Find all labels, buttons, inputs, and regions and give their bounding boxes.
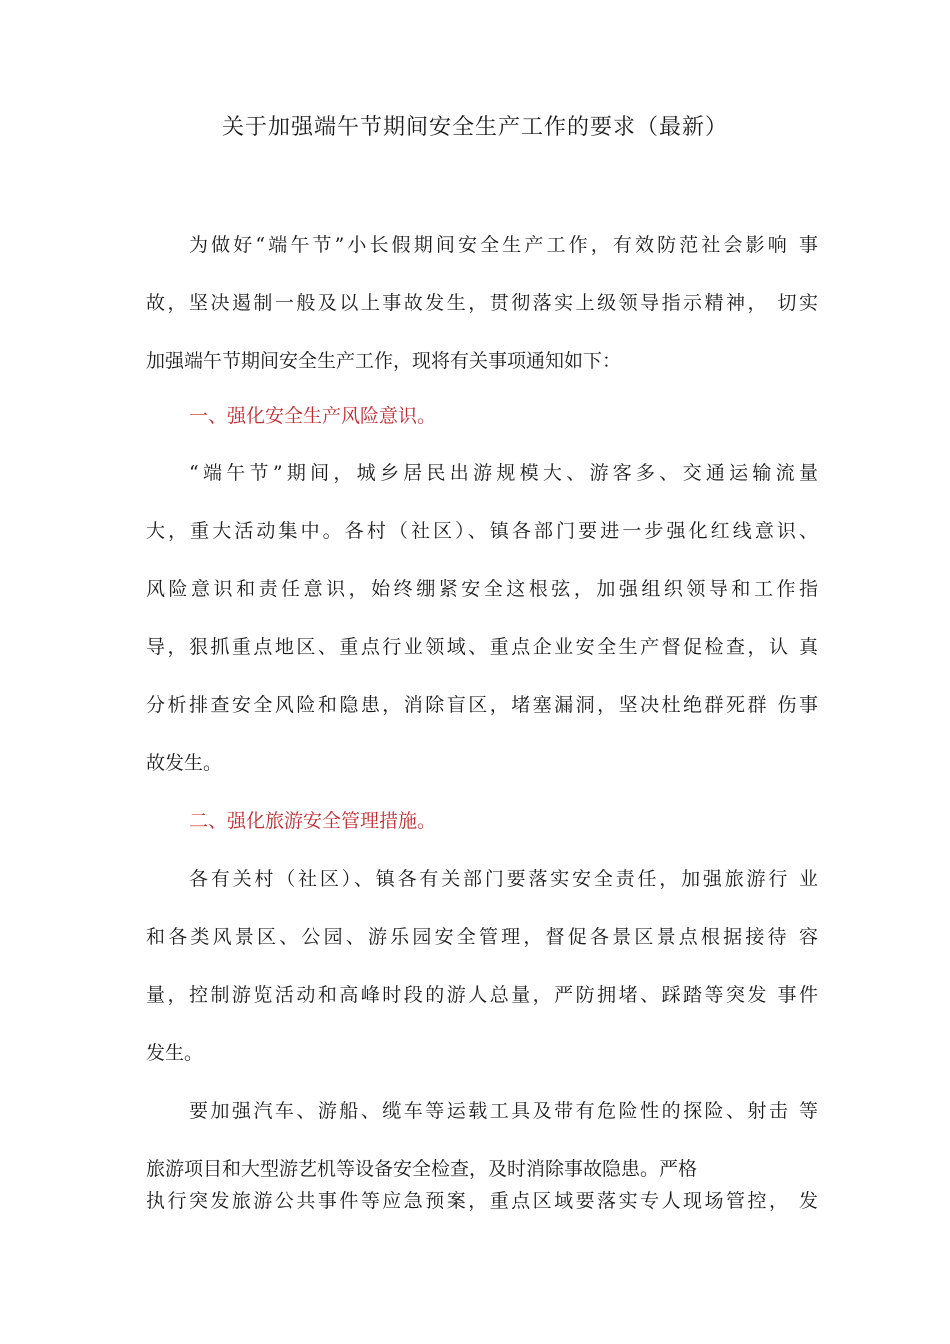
section-1-line-4: 导，狠抓重点地区、重点行业领域、重点企业安全生产督促检查，认 真 xyxy=(146,636,818,658)
section-1-line-3: 风险意识和责任意识，始终绷紧安全这根弦，加强组织领导和工作指 xyxy=(146,578,818,600)
section-2-para-1-line-1: 各有关村（社区）、镇各有关部门要落实安全责任，加强旅游行 业 xyxy=(189,868,818,890)
section-1-line-1: “端午节”期间，城乡居民出游规模大、游客多、交通运输流量 xyxy=(189,462,818,484)
section-2-para-1-line-3: 量，控制游览活动和高峰时段的游人总量，严防拥堵、踩踏等突发 事件 xyxy=(146,984,818,1006)
section-2-para-2-line-3: 执行突发旅游公共事件等应急预案，重点区域要落实专人现场管控， 发 xyxy=(146,1190,818,1212)
section-1-line-2: 大，重大活动集中。各村（社区）、镇各部门要进一步强化红线意识、 xyxy=(146,520,818,542)
section-1-line-6: 故发生。 xyxy=(146,752,223,774)
section-2-para-2-line-1: 要加强汽车、游船、缆车等运载工具及带有危险性的探险、射击 等 xyxy=(189,1100,818,1122)
intro-line-3: 加强端午节期间安全生产工作，现将有关事项通知如下： xyxy=(146,350,622,372)
section-2-para-1-line-4: 发生。 xyxy=(146,1042,204,1064)
section-1-heading: 一、强化安全生产风险意识。 xyxy=(189,405,437,427)
document-title: 关于加强端午节期间安全生产工作的要求（最新） xyxy=(221,115,728,140)
section-2-heading: 二、强化旅游安全管理措施。 xyxy=(189,810,437,832)
intro-line-2: 故，坚决遏制一般及以上事故发生，贯彻落实上级领导指示精神， 切实 xyxy=(146,292,818,314)
section-2-para-1-line-2: 和各类风景区、公园、游乐园安全管理，督促各景区景点根据接待 容 xyxy=(146,926,818,948)
intro-line-1: 为做好“端午节”小长假期间安全生产工作，有效防范社会影响 事 xyxy=(189,234,818,256)
section-2-para-2-line-2: 旅游项目和大型游艺机等设备安全检查，及时消除事故隐患。严格 xyxy=(146,1158,698,1180)
section-1-line-5: 分析排查安全风险和隐患，消除盲区，堵塞漏洞，坚决杜绝群死群 伤事 xyxy=(146,694,818,716)
